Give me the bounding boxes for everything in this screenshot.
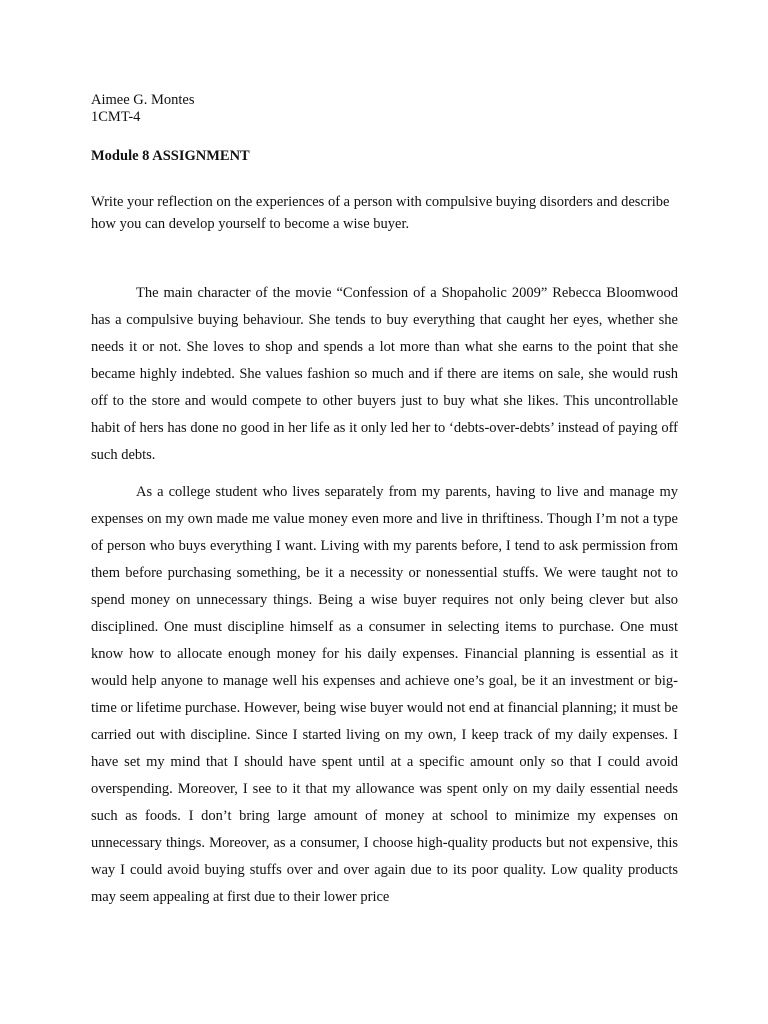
reflection-paragraph-1: The main character of the movie “Confession of a Shopaholic 2009” Rebecca Bloomwood has a compulsive buying behaviour. She tends to buy everything that caught her eyes, whether she needs it or not. She loves to shop and spends a lot more than what she earns to the point that she became highly indebted. She values fashion so much and if there are items on sale, she would rush off to the store and would compete to other buyers just to buy what she likes. This uncontrollable habit of hers has done no good in her life as it only led her to ‘debts-over-debts’ instead of paying off such debts. — [91, 285, 678, 463]
assignment-title: Module 8 ASSIGNMENT — [91, 148, 250, 164]
reflection-paragraph-2: As a college student who lives separately from my parents, having to live and manage my expenses on my own made me value money even more and live in thriftiness. Though I’m not a type of person who buys everything I want. Living with my parents before, I tend to ask permission from them before purchasing something, be it a necessity or nonessential stuffs. We were taught not to spend money on unnecessary things. Being a wise buyer requires not only being clever but also disciplined. One must discipline himself as a consumer in selecting items to purchase. One must know how to allocate enough money for his daily expenses. Financial planning is essential as it would help anyone to manage well his expenses and achieve one’s goal, be it an investment or big-time or lifetime purchase. However, being wise buyer would not end at financial planning; it must be carried out with discipline. Since I started living on my own, I keep track of my daily expenses. I have set my mind that I should have spent until at a specific amount only so that I could avoid overspending. Moreover, I see to it that my allowance was spent only on my daily essential needs such as foods. I don’t bring large amount of money at school to minimize my expenses on unnecessary things. Moreover, as a consumer, I choose high-quality products but not expensive, this way I could avoid buying stuffs over and over again due to its poor quality. Low quality products may seem appealing at first due to their lower price — [91, 484, 678, 905]
author-name: Aimee G. Montes — [91, 92, 195, 108]
class-section: 1CMT-4 — [91, 109, 141, 125]
document-page — [91, 92, 678, 911]
assignment-prompt: Write your reflection on the experiences of a person with compulsive buying disorders and describe how you can develop yourself to become a wise buyer. — [91, 194, 670, 232]
